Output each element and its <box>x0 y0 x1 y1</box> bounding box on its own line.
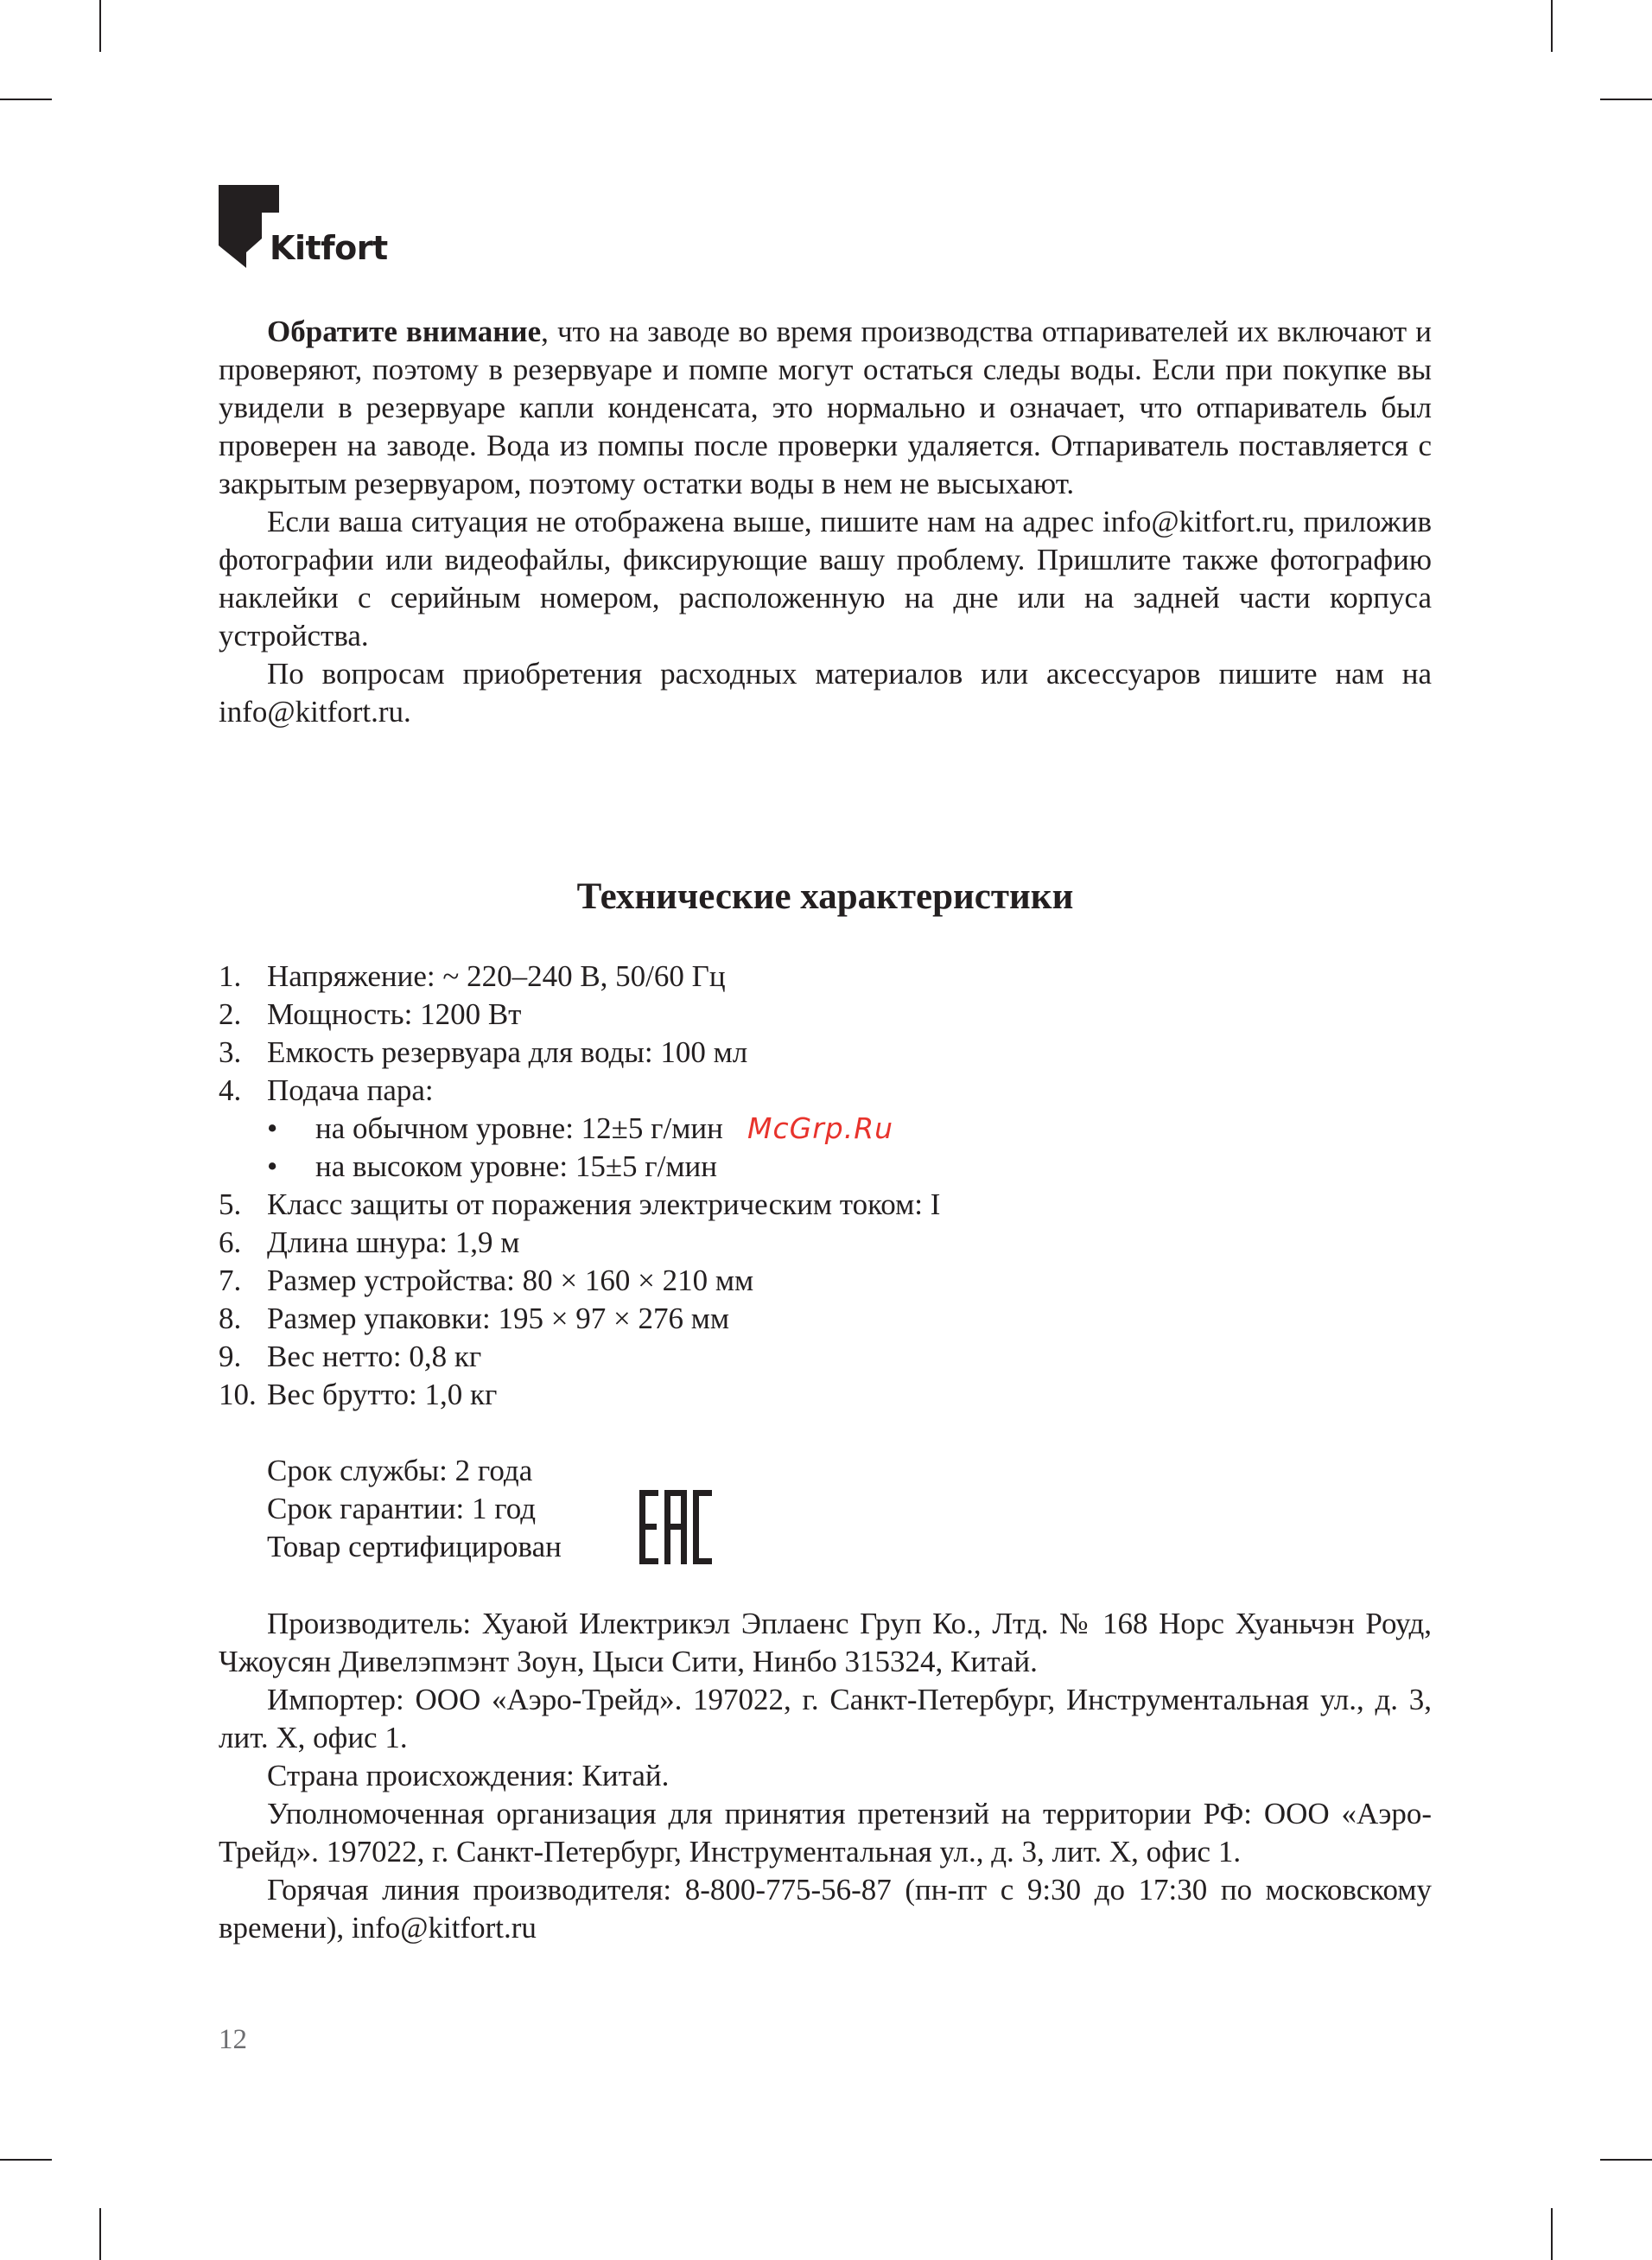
crop-mark <box>1551 2208 1553 2260</box>
origin-country: Страна происхождения: Китай. <box>267 1759 670 1792</box>
spec-item <box>219 1072 1432 1110</box>
bullet: • <box>267 1111 278 1145</box>
spec-item <box>219 1376 1432 1414</box>
spec-text: Класс защиты от поражения электрическим током: I <box>267 1187 941 1221</box>
crop-mark <box>1600 99 1652 100</box>
spec-text: Размер упаковки: 195 × 97 × 276 мм <box>267 1302 730 1335</box>
authorized-organization: Уполномоченная организация для принятия претензий на территории РФ: ООО «Аэро-Трейд». 197022, г. Санкт-Петербург, Инструментальная ул., д. 3, лит. Х, офис 1. <box>219 1797 1432 1868</box>
crop-mark <box>1600 2159 1652 2161</box>
spec-item <box>219 1224 1432 1262</box>
spec-number: 1. <box>219 959 242 993</box>
crop-mark <box>99 0 101 52</box>
intro-section <box>219 313 1432 731</box>
spec-text: на обычном уровне: 12±5 г/мин <box>315 1111 723 1145</box>
spec-text: Емкость резервуара для воды: 100 мл <box>267 1035 748 1069</box>
spec-item <box>219 1186 1432 1224</box>
spec-number: 5. <box>219 1187 242 1221</box>
spec-item <box>219 1034 1432 1072</box>
spec-number: 6. <box>219 1225 242 1259</box>
spec-text: на высоком уровне: 15±5 г/мин <box>315 1149 717 1183</box>
crop-mark <box>0 2159 52 2161</box>
section-title: Технические характеристики <box>576 876 1074 917</box>
spec-text: Длина шнура: 1,9 м <box>267 1225 520 1259</box>
intro-paragraph <box>219 313 1432 503</box>
spec-item <box>219 1338 1432 1376</box>
spec-number: 7. <box>219 1264 242 1297</box>
spec-text: Подача пара: <box>267 1073 434 1107</box>
spec-item <box>219 1262 1432 1300</box>
spec-number: 2. <box>219 997 242 1031</box>
warranty-period: Срок гарантии: 1 год <box>267 1492 537 1525</box>
eac-mark-icon <box>639 1490 712 1564</box>
spec-text: Вес брутто: 1,0 кг <box>267 1378 498 1411</box>
crop-mark <box>99 2208 101 2260</box>
spec-number: 8. <box>219 1302 242 1335</box>
watermark: McGrp.Ru <box>747 1111 894 1145</box>
importer-info: Импортер: ООО «Аэро-Трейд». 197022, г. Санкт-Петербург, Инструментальная ул., д. 3, лит. Х, офис 1. <box>219 1683 1432 1754</box>
spec-list <box>219 958 1432 1414</box>
service-info <box>267 1452 562 1566</box>
certification-note: Товар сертифицирован <box>267 1530 562 1563</box>
attention-label: Обратите внимание <box>267 315 542 348</box>
spec-text: Мощность: 1200 Вт <box>267 997 522 1031</box>
page-number: 12 <box>219 2024 247 2055</box>
accessories-paragraph: По вопросам приобретения расходных материалов или аксессуаров пишите нам на info@kitfort.ru. <box>219 657 1432 729</box>
crop-mark <box>1551 0 1553 52</box>
brand-logo <box>219 185 388 271</box>
hotline-info: Горячая линия производителя: 8-800-775-56-87 (пн-пт с 9:30 до 17:30 по московскому времени), info@kitfort.ru <box>219 1873 1432 1945</box>
service-life: Срок службы: 2 года <box>267 1454 533 1487</box>
spec-number: 4. <box>219 1073 242 1107</box>
spec-text: Напряжение: ~ 220–240 В, 50/60 Гц <box>267 959 726 993</box>
crop-mark <box>0 99 52 100</box>
spec-item <box>219 996 1432 1034</box>
spec-item <box>219 1300 1432 1338</box>
bullet: • <box>267 1149 278 1183</box>
spec-number: 10. <box>219 1378 257 1411</box>
contact-paragraph: Если ваша ситуация не отображена выше, пишите нам на адрес info@kitfort.ru, приложив фотографии или видеофайлы, фиксирующие вашу проблему. Пришлите также фотографию наклейки с серийным номером, расположенную на дне или на задней части корпуса устройства. <box>219 505 1432 653</box>
spec-number: 9. <box>219 1340 242 1373</box>
intro-text: , что на заводе во время производства отпаривателей их включают и проверяют, поэтому в резервуаре и помпе могут остаться следы воды. Если при покупке вы увидели в резервуаре капли конденсата, это нормально и означает, что отпариватель был проверен на заводе. Вода из помпы после проверки удаляется. Отпариватель поставляется с закрытым резервуаром, поэтому остатки воды в нем не высыхают. <box>219 315 1432 500</box>
brand-name: Kitfort <box>270 229 388 267</box>
producer-section <box>219 1605 1432 1947</box>
spec-number: 3. <box>219 1035 242 1069</box>
spec-text: Вес нетто: 0,8 кг <box>267 1340 482 1373</box>
spec-subitem <box>219 1148 1432 1186</box>
spec-text: Размер устройства: 80 × 160 × 210 мм <box>267 1264 754 1297</box>
manufacturer-info: Производитель: Хуаюй Илектрикэл Эплаенс Груп Ко., Лтд. № 168 Норс Хуаньчэн Роуд, Чжоусян Дивелэпмэнт Зоун, Цыси Сити, Нинбо 315324, Китай. <box>219 1607 1432 1678</box>
spec-item <box>219 958 1432 996</box>
